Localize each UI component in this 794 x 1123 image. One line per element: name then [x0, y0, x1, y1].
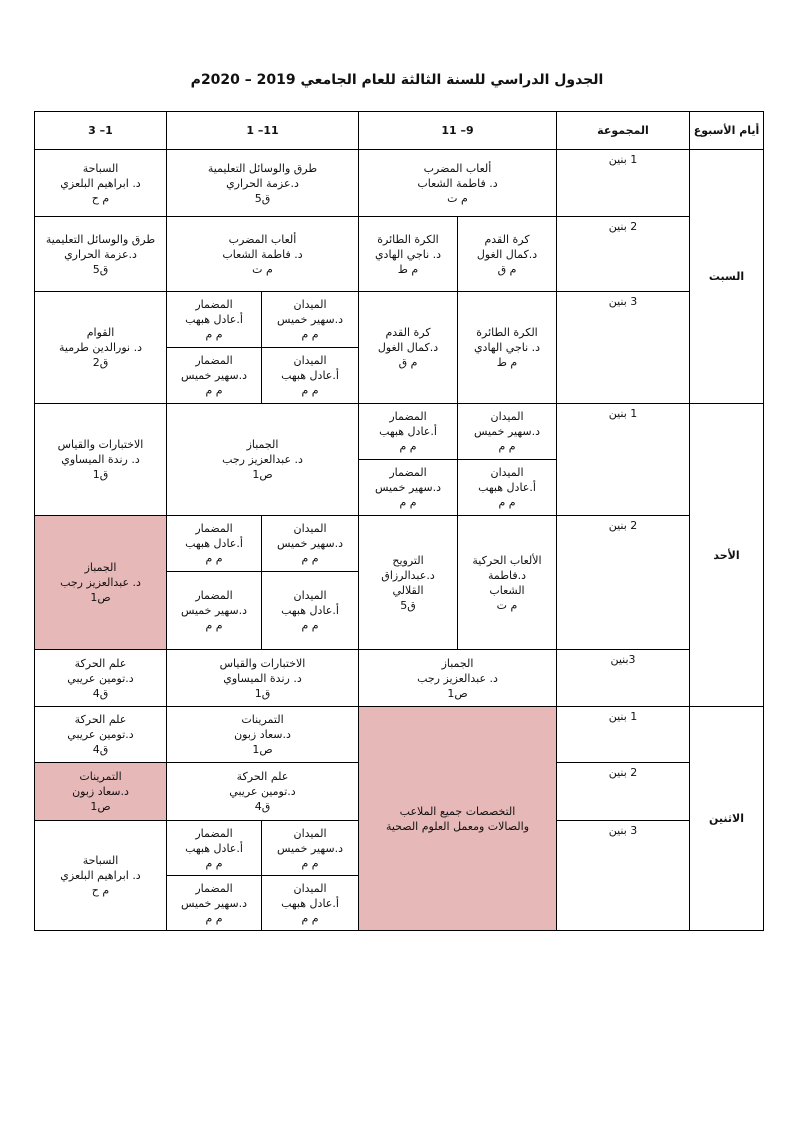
cell-line: الكرة الطائرة [476, 326, 538, 339]
cell-line: د. رندة الميساوي [61, 453, 140, 466]
cell-line: د.سهير خميس [180, 604, 248, 617]
class-cell [35, 217, 167, 292]
class-cell [35, 707, 167, 763]
cell-line: التخصصات جميع الملاعب [399, 804, 516, 818]
class-cell [262, 572, 359, 650]
cell-line: م م [301, 552, 319, 565]
cell-line: الترويح [392, 553, 424, 567]
cell-line: ق1 [92, 468, 109, 481]
cell-line: د.سعاد زبون [234, 728, 291, 741]
cell-line: د.عزمة الحراري [64, 247, 137, 261]
cell-line: د.سهير خميس [180, 369, 248, 382]
cell-line: علم الحركة [236, 770, 289, 783]
group-cell: 2 بنين [557, 516, 690, 650]
cell-line: د.كمال الغول [476, 247, 538, 261]
cell-line: المضمار [195, 522, 233, 535]
cell-line: د. ابراهيم البلعزي [60, 869, 141, 882]
cell-line: أ.عادل هبهب [281, 604, 339, 617]
cell-line: ق4 [254, 800, 271, 813]
class-cell [167, 821, 262, 876]
cell-line: م م [399, 440, 417, 453]
class-cell [359, 404, 458, 460]
cell-line: م ح [91, 191, 110, 205]
class-cell [262, 516, 359, 572]
cell-line: الشعاب [489, 583, 525, 597]
class-cell [458, 460, 557, 516]
table-row [35, 150, 764, 217]
cell-line: الميدان [293, 881, 327, 895]
cell-line: التمرينات [241, 713, 284, 726]
class-cell [35, 516, 167, 650]
cell-line: أ.عادل هبهب [281, 369, 339, 382]
cell-line: م م [498, 496, 516, 509]
cell-line: أ.عادل هبهب [185, 841, 243, 855]
cell-line: د.سهير خميس [374, 481, 442, 494]
cell-line: الميدان [490, 410, 524, 423]
cell-line: طرق والوسائل التعليمية [45, 232, 156, 246]
cell-line: المضمار [195, 354, 233, 367]
class-cell [359, 460, 458, 516]
header-days: أيام الأسبوع [690, 112, 764, 150]
cell-line: ص1 [447, 686, 468, 700]
cell-line: م ح [91, 884, 110, 897]
cell-line: د.سهير خميس [180, 896, 248, 910]
class-cell [458, 516, 557, 650]
cell-line: أ.عادل هبهب [281, 896, 339, 910]
cell-line: د.سهير خميس [473, 425, 541, 438]
cell-line: م م [301, 619, 319, 632]
class-cell [35, 404, 167, 516]
class-cell [458, 292, 557, 404]
cell-line: القلالي [392, 583, 424, 597]
cell-line: التمرينات [79, 770, 122, 783]
class-cell [167, 876, 262, 931]
cell-line: د. عبدالعزيز رجب [60, 576, 141, 589]
header-row [35, 112, 764, 150]
class-cell [458, 217, 557, 292]
class-cell [167, 404, 359, 516]
cell-line: طرق والوسائل التعليمية [207, 161, 318, 175]
group-cell: 2 بنين [557, 763, 690, 821]
cell-line: الاختبارات والقياس [219, 656, 306, 670]
schedule-table [34, 111, 764, 931]
cell-line: الاختبارات والقياس [57, 438, 144, 451]
class-cell [167, 650, 359, 707]
class-cell [167, 292, 262, 348]
cell-line: أ.عادل هبهب [185, 313, 243, 326]
group-cell: 3 بنين [557, 821, 690, 931]
class-cell [359, 650, 557, 707]
cell-line: السباحة [82, 161, 119, 175]
cell-line: م م [205, 856, 223, 870]
cell-line: م م [301, 856, 319, 870]
group-cell: 2 بنين [557, 217, 690, 292]
cell-line: د.كمال الغول [377, 341, 439, 354]
cell-line: م م [301, 911, 319, 925]
class-cell [167, 572, 262, 650]
class-cell [262, 876, 359, 931]
cell-line: الكرة الطائرة [377, 232, 439, 246]
cell-line: ق5 [254, 191, 271, 205]
group-cell: 3 بنين [557, 292, 690, 404]
cell-line: د.عبدالرزاق [381, 568, 435, 582]
cell-line: علم الحركة [74, 713, 127, 726]
group-cell: 1 بنين [557, 150, 690, 217]
cell-line: السباحة [82, 854, 119, 867]
class-cell [35, 650, 167, 707]
cell-line: ألعاب المضرب [228, 232, 297, 246]
class-cell [167, 150, 359, 217]
cell-line: د.سهير خميس [276, 537, 344, 550]
cell-line: د.عزمة الحراري [226, 176, 299, 190]
class-cell [167, 763, 359, 821]
table-row [35, 650, 764, 707]
cell-line: د.تومين عريبي [229, 785, 296, 798]
cell-line: المضمار [195, 881, 233, 895]
cell-line: د. ناجي الهادي [473, 341, 541, 354]
class-cell [262, 348, 359, 404]
cell-line: د.فاطمة [487, 568, 527, 582]
cell-line: الألعاب الحركية [472, 553, 542, 567]
class-cell [262, 292, 359, 348]
cell-line: د. عبدالعزيز رجب [222, 453, 303, 466]
cell-line: ق5 [92, 262, 109, 276]
cell-line: الميدان [293, 354, 327, 367]
cell-line: الميدان [293, 826, 327, 840]
cell-line: م م [399, 496, 417, 509]
class-cell [167, 707, 359, 763]
cell-line: م ق [497, 262, 517, 276]
cell-line: ألعاب المضرب [423, 161, 492, 175]
class-cell [35, 763, 167, 821]
cell-line: أ.عادل هبهب [379, 425, 437, 438]
cell-line: ق5 [400, 598, 416, 612]
cell-line: م ط [397, 262, 419, 276]
group-cell: 3بنين [557, 650, 690, 707]
class-cell [35, 150, 167, 217]
cell-line: م ت [252, 262, 273, 276]
cell-line: أ.عادل هبهب [478, 481, 536, 494]
header-group: المجموعة [557, 112, 690, 150]
class-cell [359, 516, 458, 650]
cell-line: م م [205, 911, 223, 925]
cell-line: م م [301, 328, 319, 341]
class-cell [167, 217, 359, 292]
cell-line: المضمار [389, 410, 427, 423]
table-row [35, 292, 764, 348]
cell-line: الميدان [490, 466, 524, 479]
class-cell [359, 217, 458, 292]
header-time-11-1: 11– 1 [167, 112, 359, 150]
class-cell [359, 292, 458, 404]
class-cell [35, 292, 167, 404]
cell-line: م م [205, 328, 223, 341]
cell-line: د. نورالدين طرمية [59, 341, 142, 354]
class-cell [359, 150, 557, 217]
cell-line: أ.عادل هبهب [185, 537, 243, 550]
cell-line: م م [205, 384, 223, 397]
class-cell [262, 821, 359, 876]
cell-line: كرة القدم [385, 326, 431, 339]
cell-line: م م [498, 440, 516, 453]
cell-line: م ت [447, 191, 468, 205]
cell-line: المضمار [195, 298, 233, 311]
cell-line: والصالات ومعمل العلوم الصحية [385, 819, 530, 833]
day-monday: الاثنين [690, 707, 764, 931]
cell-line: م م [301, 384, 319, 397]
page-title: الجدول الدراسي للسنة الثالثة للعام الجامعي 2019 – 2020م [190, 72, 604, 88]
cell-line: ص1 [252, 743, 273, 756]
class-cell [359, 707, 557, 931]
cell-line: الجمباز [246, 438, 279, 451]
cell-line: م ق [398, 356, 418, 369]
class-cell [167, 348, 262, 404]
header-time-1-3: 1– 3 [35, 112, 167, 150]
day-saturday: السبت [690, 150, 764, 404]
cell-line: د.تومين عريبي [67, 671, 134, 685]
cell-line: ق2 [92, 356, 109, 369]
cell-line: ص1 [90, 591, 111, 604]
cell-line: د.تومين عريبي [67, 728, 134, 741]
cell-line: ق1 [254, 686, 271, 700]
cell-line: د. ناجي الهادي [374, 247, 442, 261]
cell-line: د.سهير خميس [276, 841, 344, 855]
cell-line: د. ابراهيم البلعزي [60, 176, 141, 190]
cell-line: الميدان [293, 298, 327, 311]
cell-line: د.سهير خميس [276, 313, 344, 326]
header-time-9-11: 9– 11 [359, 112, 557, 150]
cell-line: علم الحركة [74, 656, 127, 670]
class-cell [458, 404, 557, 460]
cell-line: د. رندة الميساوي [223, 671, 302, 685]
cell-line: م ت [496, 598, 518, 612]
cell-line: م م [205, 619, 223, 632]
cell-line: ص1 [90, 800, 111, 813]
group-cell: 1 بنين [557, 404, 690, 516]
cell-line: الجمباز [441, 656, 474, 670]
group-cell: 1 بنين [557, 707, 690, 763]
class-cell [167, 516, 262, 572]
cell-line: المضمار [195, 589, 233, 602]
cell-line: الجمباز [84, 561, 117, 574]
table-row [35, 404, 764, 460]
cell-line: د.سعاد زبون [72, 785, 129, 798]
cell-line: د. عبدالعزيز رجب [417, 671, 498, 685]
cell-line: د. فاطمة الشعاب [222, 247, 303, 261]
cell-line: ق4 [92, 743, 109, 756]
table-row [35, 516, 764, 572]
class-cell [35, 821, 167, 931]
cell-line: المضمار [389, 466, 427, 479]
cell-line: م ط [496, 356, 518, 369]
cell-line: القوام [86, 326, 115, 339]
cell-line: المضمار [195, 826, 233, 840]
cell-line: كرة القدم [484, 232, 530, 246]
cell-line: د. فاطمة الشعاب [417, 176, 498, 190]
cell-line: م م [205, 552, 223, 565]
table-row [35, 707, 764, 763]
cell-line: الميدان [293, 589, 327, 602]
day-sunday: الأحد [690, 404, 764, 707]
cell-line: ص1 [252, 468, 273, 481]
table-row [35, 217, 764, 292]
cell-line: الميدان [293, 522, 327, 535]
cell-line: ق4 [92, 686, 109, 700]
